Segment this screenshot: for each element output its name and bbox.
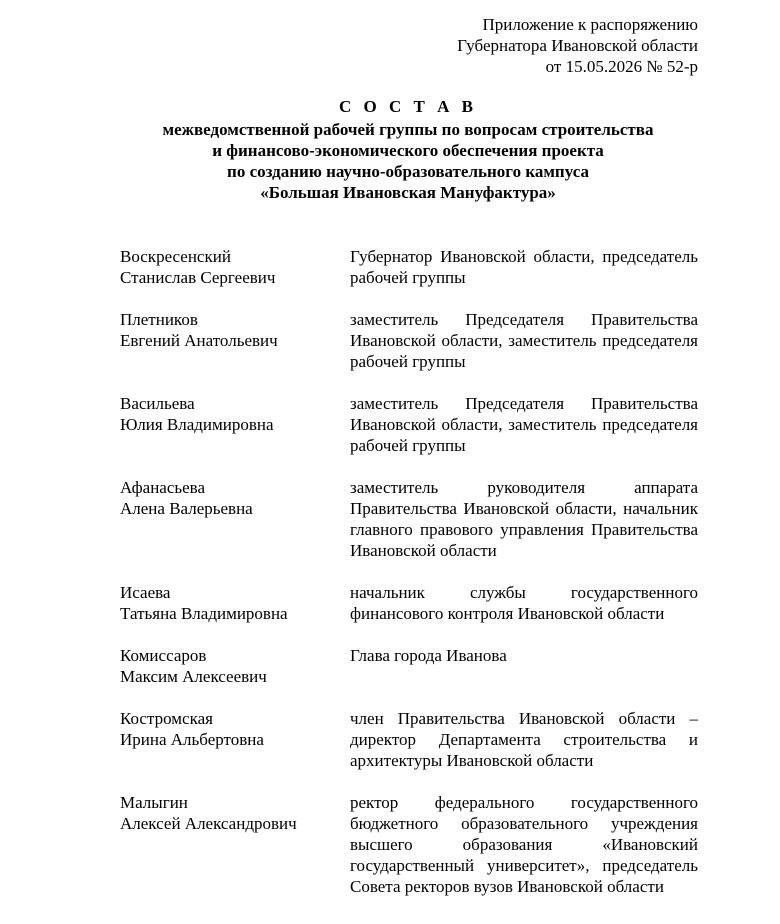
members-list <box>120 246 698 918</box>
approval-line-3: от 15.05.2026 № 52-р <box>545 57 698 76</box>
member-row <box>120 393 698 456</box>
member-row <box>120 309 698 372</box>
member-name <box>120 246 350 288</box>
member-surname: Васильева <box>120 394 195 413</box>
member-position: заместитель руководителя аппарата Правительства Ивановской области, начальник главного правового управления Правительства Ивановской области <box>350 478 698 560</box>
member-name <box>120 309 350 372</box>
member-surname: Исаева <box>120 583 171 602</box>
member-name <box>120 477 350 561</box>
member-position: начальник службы государственного финансового контроля Ивановской области <box>350 583 698 623</box>
member-position: Глава города Иванова <box>350 646 507 665</box>
member-name <box>120 708 350 771</box>
title-line-4: «Большая Ивановская Мануфактура» <box>260 183 556 202</box>
member-given-name: Татьяна Владимировна <box>120 604 288 623</box>
title-line-3: по созданию научно-образовательного кампуса <box>227 162 589 181</box>
title-line-1: межведомственной рабочей группы по вопросам строительства <box>162 120 654 139</box>
member-given-name: Евгений Анатольевич <box>120 331 278 350</box>
title-heading: С О С Т А В <box>339 97 477 116</box>
member-row <box>120 477 698 561</box>
member-surname: Костромская <box>120 709 213 728</box>
member-given-name: Максим Алексеевич <box>120 667 267 686</box>
member-given-name: Ирина Альбертовна <box>120 730 264 749</box>
member-row <box>120 645 698 687</box>
member-position: заместитель Председателя Правительства Ивановской области, заместитель председателя рабочей группы <box>350 310 698 371</box>
title-line-2: и финансово-экономического обеспечения проекта <box>212 141 604 160</box>
member-position: член Правительства Ивановской области – директор Департамента строительства и архитектуры Ивановской области <box>350 709 698 770</box>
member-surname: Афанасьева <box>120 478 206 497</box>
member-row <box>120 792 698 897</box>
member-row <box>120 246 698 288</box>
approval-reference <box>378 14 698 77</box>
member-name <box>120 792 350 897</box>
approval-line-1: Приложение к распоряжению <box>482 15 698 34</box>
member-surname: Комиссаров <box>120 646 207 665</box>
member-row <box>120 708 698 771</box>
member-position: ректор федерального государственного бюджетного образовательного учреждения высшего образования «Ивановский государственный университет», председатель Совета ректоров вузов Ивановской области <box>350 793 698 896</box>
member-given-name: Алексей Александрович <box>120 814 297 833</box>
member-name <box>120 393 350 456</box>
member-given-name: Алена Валерьевна <box>120 499 253 518</box>
member-position: заместитель Председателя Правительства Ивановской области, заместитель председателя рабочей группы <box>350 394 698 455</box>
approval-line-2: Губернатора Ивановской области <box>457 36 698 55</box>
member-given-name: Юлия Владимировна <box>120 415 274 434</box>
member-surname: Малыгин <box>120 793 188 812</box>
member-surname: Плетников <box>120 310 198 329</box>
document-title <box>100 96 716 203</box>
member-name <box>120 645 350 687</box>
member-surname: Воскресенский <box>120 247 231 266</box>
member-position: Губернатор Ивановской области, председатель рабочей группы <box>350 247 698 287</box>
member-name <box>120 582 350 624</box>
member-row <box>120 582 698 624</box>
member-given-name: Станислав Сергеевич <box>120 268 276 287</box>
